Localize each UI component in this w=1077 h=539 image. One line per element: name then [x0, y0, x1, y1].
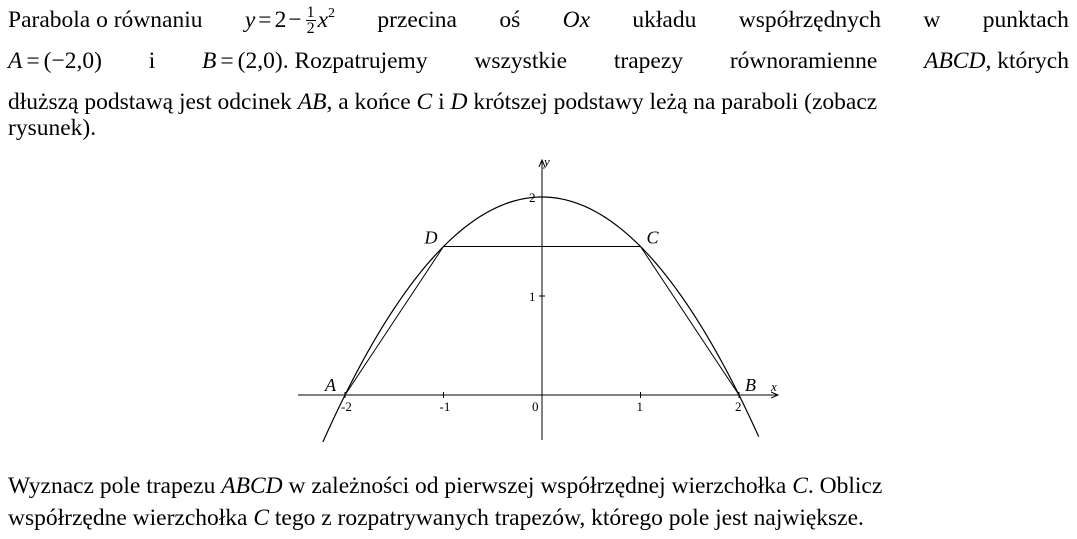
- text-oblicz: . Oblicz: [807, 473, 883, 499]
- text-krotszej-podstawy: krótszej podstawy leżą na paraboli (zobacz: [473, 89, 878, 115]
- text-ox: Ox: [562, 7, 591, 33]
- point-a-coords: (−2,0): [43, 48, 102, 74]
- task-statement: [8, 470, 1069, 534]
- parabola-equation: [245, 0, 335, 41]
- statement-line-2: [8, 41, 1069, 82]
- eq-frac-den: 2: [306, 20, 315, 38]
- text-pole-najwieksze: tego z rozpatrywanych trapezów, którego pole jest największe.: [274, 505, 864, 531]
- label-c-3: C: [253, 505, 270, 531]
- text-wspolrzedne: współrzędne wierzchołka: [8, 505, 248, 531]
- task-line-2: [8, 502, 1069, 534]
- label-abcd: ABCD: [924, 48, 986, 74]
- text-przecina: przecina: [377, 7, 457, 33]
- x-tick-label-2: 0: [532, 399, 539, 414]
- eq-exponent: 2: [328, 6, 336, 21]
- label-ab: AB: [297, 89, 327, 115]
- label-a: A: [8, 48, 23, 74]
- label-c-2: C: [792, 473, 808, 499]
- vertex-label-c: C: [646, 227, 659, 248]
- statement-line-1: [8, 0, 1069, 41]
- text-wyznacz-pole: Wyznacz pole trapezu: [8, 473, 216, 499]
- eq-x: x: [317, 7, 329, 33]
- label-d: D: [450, 89, 468, 115]
- y-tick-label-1: 2: [529, 190, 536, 205]
- text-wspolrzednych: współrzędnych: [738, 7, 882, 33]
- text-w: w: [923, 7, 941, 33]
- text-wszystkie: wszystkie: [474, 48, 568, 74]
- x-axis-label: x: [771, 379, 777, 394]
- label-b: B: [202, 48, 217, 74]
- x-tick-label-4: 2: [735, 399, 742, 414]
- parabola-figure: [290, 150, 790, 442]
- eq-equals: =: [258, 7, 272, 33]
- text-w-zaleznosci: w zależności od pierwszej współrzędnej wierzchołka: [288, 473, 787, 499]
- text-i: i: [148, 48, 156, 74]
- eq-frac-num: 1: [306, 4, 315, 22]
- point-b-def: B = (2,0). Rozpatrujemy: [202, 48, 428, 74]
- axis-ticks: [341, 190, 742, 414]
- text-os: oś: [499, 7, 521, 33]
- eq-y: y: [244, 7, 256, 33]
- label-abcd-2: ABCD: [221, 473, 283, 499]
- eq-two: 2: [274, 7, 287, 33]
- text-parabola: Parabola o równaniu: [8, 7, 203, 33]
- label-c: C: [416, 89, 433, 115]
- eq-minus: −: [288, 7, 302, 33]
- text-dluzsza-podstawa: dłuższą podstawą jest odcinek: [8, 89, 292, 115]
- text-rozpatrujemy: . Rozpatrujemy: [282, 48, 428, 74]
- y-axis-label: y: [544, 154, 550, 169]
- point-b-coords: (2,0): [237, 48, 283, 74]
- text-i-2: i: [438, 89, 445, 115]
- point-a-def: A = (−2,0): [8, 48, 102, 74]
- text-trapezy: trapezy: [613, 48, 684, 74]
- x-tick-label-3: 1: [636, 399, 643, 414]
- task-line-1: [8, 470, 1069, 502]
- vertex-label-d: D: [424, 227, 438, 248]
- vertex-label-b: B: [745, 375, 756, 395]
- text-punktach: punktach: [982, 7, 1069, 33]
- text-a-konce: , a końce: [326, 89, 411, 115]
- x-tick-label-0: -2: [341, 399, 352, 414]
- vertex-label-a: A: [325, 375, 336, 395]
- parabola-curve: [320, 197, 758, 442]
- text-rownoramienne: równoramienne: [729, 48, 878, 74]
- text-rysunek: rysunek).: [8, 115, 97, 141]
- text-ukladu: układu: [632, 7, 697, 33]
- eq-fraction: [306, 5, 316, 36]
- x-tick-label-1: -1: [439, 399, 451, 414]
- problem-statement: [8, 0, 1069, 141]
- y-tick-label-0: 1: [529, 289, 536, 304]
- text-ktorych: , których: [985, 48, 1069, 74]
